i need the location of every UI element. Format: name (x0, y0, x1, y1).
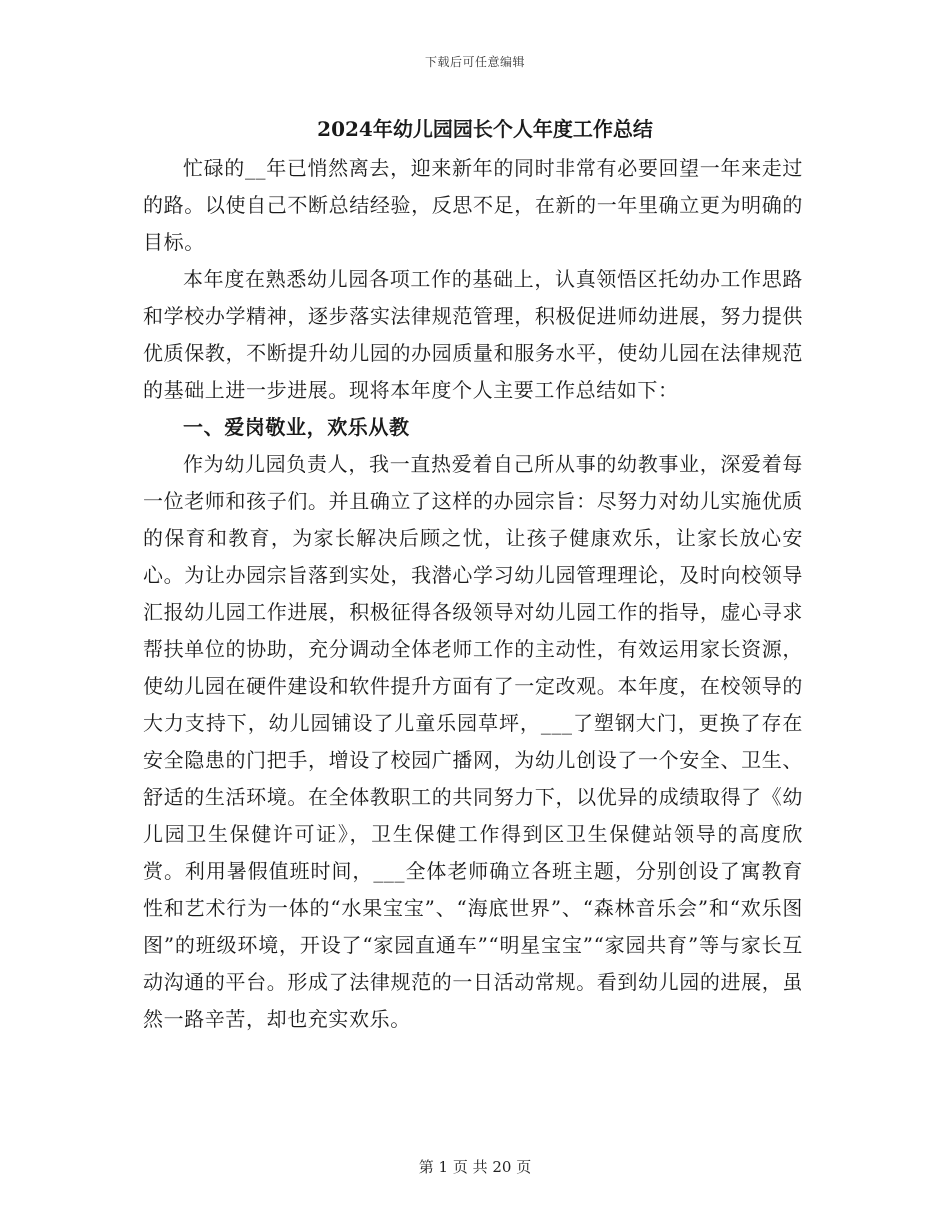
page-number: 第 1 页 共 20 页 (418, 1158, 532, 1176)
paragraph-overview: 本年度在熟悉幼儿园各项工作的基础上，认真领悟区托幼办工作思路和学校办学精神，逐步落实法律规范管理，积极促进师幼进展，努力提供优质保教，不断提升幼儿园的办园质量和服务水平，使幼儿园在法律规范的基础上进一步进展。现将本年度个人主要工作总结如下： (143, 267, 803, 402)
document-title: 2024年幼儿园园长个人年度工作总结 (317, 117, 653, 141)
paragraph-intro: 忙碌的__年已悄然离去，迎来新年的同时非常有必要回望一年来走过的路。以使自己不断总结经验，反思不足，在新的一年里确立更为明确的目标。 (143, 156, 803, 254)
paragraph-section-body: 作为幼儿园负责人，我一直热爱着自己所从事的幼教事业，深爱着每一位老师和孩子们。并且确立了这样的办园宗旨：尽努力对幼儿实施优质的保育和教育，为家长解决后顾之忧，让孩子健康欢乐，让家长放心安心。为让办园宗旨落到实处，我潜心学习幼儿园管理理论，及时向校领导汇报幼儿园工作进展，积极征得各级领导对幼儿园工作的指导，虚心寻求帮扶单位的协助，充分调动全体老师工作的主动性，有效运用家长资源，使幼儿园在硬件建设和软件提升方面有了一定改观。本年度，在校领导的大力支持下，幼儿园铺设了儿童乐园草坪，___了塑钢大门，更换了存在安全隐患的门把手，增设了校园广播网，为幼儿创设了一个安全、卫生、舒适的生活环境。在全体教职工的共同努力下，以优异的成绩取得了《幼儿园卫生保健许可证》，卫生保健工作得到区卫生保健站领导的高度欣赏。利用暑假值班时间，___全体老师确立各班主题，分别创设了寓教育性和艺术行为一体的“水果宝宝”、“海底世界”、“森林音乐会”和“欢乐图图”的班级环境，开设了“家园直通车”“明星宝宝”“家园共育”等与家长互动沟通的平台。形成了法律规范的一日活动常规。看到幼儿园的进展，虽然一路辛苦，却也充实欢乐。 (143, 452, 803, 1031)
header-note: 下载后可任意编辑 (424, 55, 525, 69)
document-body (143, 112, 803, 1038)
section-heading: 一、爱岗敬业，欢乐从教 (183, 415, 410, 439)
